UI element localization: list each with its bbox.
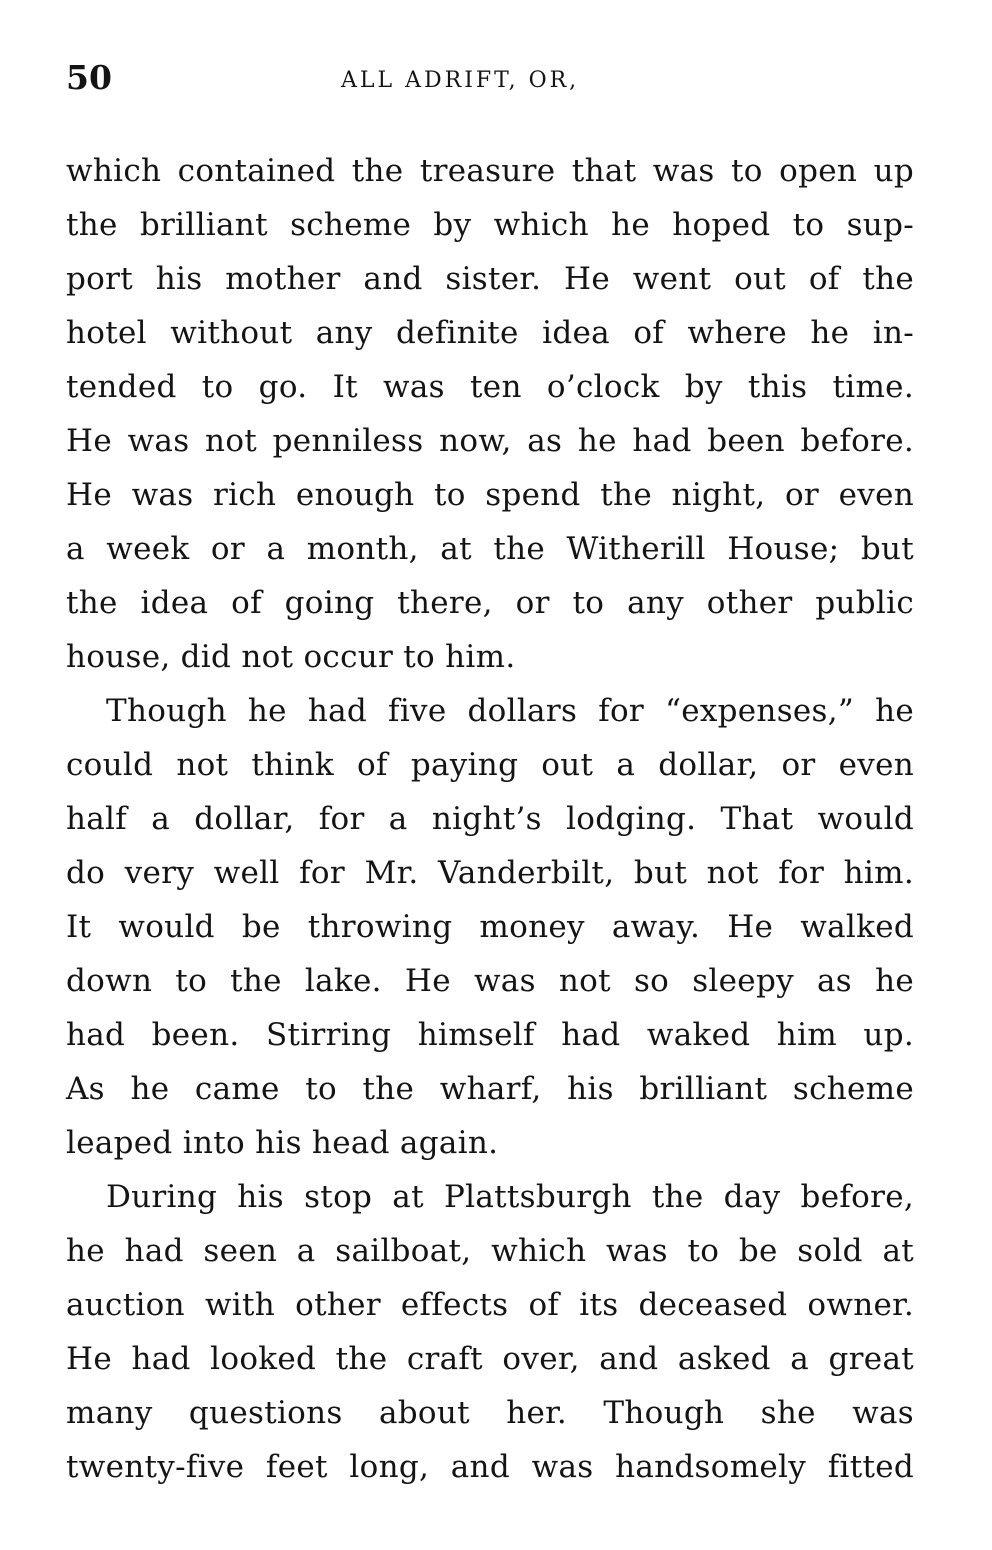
text-line: During his stop at Plattsburgh the day before, bbox=[106, 1179, 914, 1215]
text-line: tended to go. It was ten o’clock by this time. bbox=[66, 369, 914, 405]
text-line: half a dollar, for a night’s lodging. That would bbox=[66, 801, 914, 837]
text-line: had been. Stirring himself had waked him up. bbox=[66, 1017, 914, 1053]
text-line: He had looked the craft over, and asked a great bbox=[66, 1341, 914, 1377]
text-line: auction with other effects of its deceased owner. bbox=[66, 1287, 914, 1323]
text-line: hotel without any definite idea of where he in- bbox=[66, 315, 914, 351]
text-line: many questions about her. Though she was bbox=[66, 1395, 914, 1431]
text-line: house, did not occur to him. bbox=[66, 639, 516, 675]
text-line: As he came to the wharf, his brilliant scheme bbox=[66, 1071, 914, 1107]
text-line: port his mother and sister. He went out of the bbox=[66, 261, 914, 297]
text-line: He was rich enough to spend the night, or even bbox=[66, 477, 914, 513]
text-line: the idea of going there, or to any other public bbox=[66, 585, 914, 621]
text-line: Though he had five dollars for “expenses,” he bbox=[106, 693, 914, 729]
text-line: do very well for Mr. Vanderbilt, but not for him. bbox=[66, 855, 914, 891]
text-line: he had seen a sailboat, which was to be sold at bbox=[66, 1233, 914, 1269]
text-line: which contained the treasure that was to open up bbox=[66, 153, 914, 189]
page-header bbox=[66, 58, 912, 108]
text-line: It would be throwing money away. He walked bbox=[66, 909, 914, 945]
text-line: a week or a month, at the Witherill House; but bbox=[66, 531, 914, 567]
text-line: twenty-five feet long, and was handsomely fitted bbox=[66, 1449, 914, 1485]
text-line: leaped into his head again. bbox=[66, 1125, 499, 1161]
text-line: the brilliant scheme by which he hoped to sup- bbox=[66, 207, 914, 243]
text-line: could not think of paying out a dollar, or even bbox=[66, 747, 914, 783]
text-line: He was not penniless now, as he had been before. bbox=[66, 423, 914, 459]
body-text bbox=[66, 144, 914, 1494]
running-head: ALL ADRIFT, OR, bbox=[341, 68, 580, 93]
page-number: 50 bbox=[66, 58, 112, 97]
text-line: down to the lake. He was not so sleepy as he bbox=[66, 963, 914, 999]
